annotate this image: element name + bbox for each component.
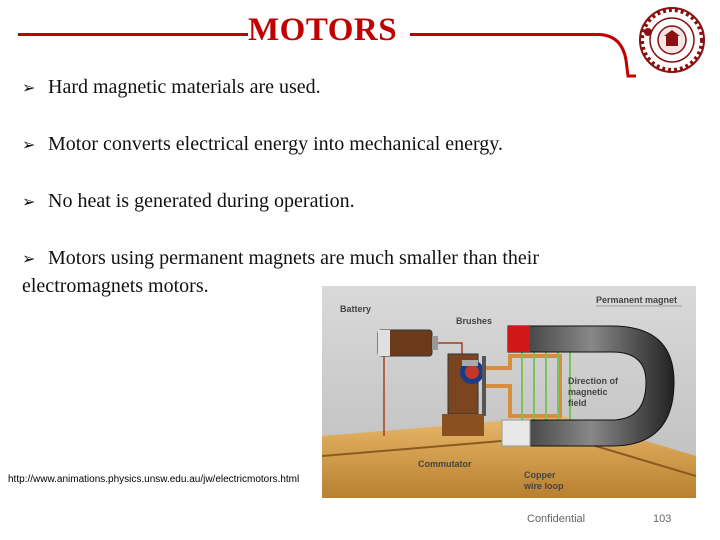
label-direction-line2: magnetic bbox=[568, 387, 608, 397]
arrow-bullet-icon: ➢ bbox=[22, 192, 36, 211]
label-copper-line1: Copper bbox=[524, 470, 556, 480]
label-permanent-magnet: Permanent magnet bbox=[596, 295, 678, 305]
source-url: http://www.animations.physics.unsw.edu.au/jw/electricmotors.html bbox=[8, 474, 300, 485]
label-commutator: Commutator bbox=[418, 459, 472, 469]
title-rule-right bbox=[410, 33, 600, 36]
label-copper-line2: wire loop bbox=[524, 481, 564, 491]
label-brushes: Brushes bbox=[456, 316, 493, 326]
title-rule-left bbox=[18, 33, 248, 36]
bullet-2: ➢ Motor converts electrical energy into mechanical energy. bbox=[22, 131, 503, 158]
footer-confidential: Confidential bbox=[527, 513, 586, 525]
arrow-bullet-icon: ➢ bbox=[22, 249, 36, 268]
label-direction-line3: field bbox=[568, 398, 587, 408]
bullet-3: ➢ No heat is generated during operation. bbox=[22, 188, 355, 215]
arrow-bullet-icon: ➢ bbox=[22, 78, 36, 97]
label-battery: Battery bbox=[340, 304, 372, 314]
bullet-4-continuation: electromagnets motors. bbox=[22, 275, 209, 297]
slide-title: MOTORS bbox=[248, 12, 398, 48]
bullet-1: ➢ Hard magnetic materials are used. bbox=[22, 74, 321, 101]
label-direction-line1: Direction of bbox=[568, 376, 619, 386]
university-seal-icon bbox=[628, 4, 716, 76]
motor-diagram bbox=[322, 286, 696, 498]
footer-page-number: 103 bbox=[653, 513, 672, 525]
bullet-4: ➢ Motors using permanent magnets are much smaller than their bbox=[22, 245, 539, 272]
arrow-bullet-icon: ➢ bbox=[22, 135, 36, 154]
